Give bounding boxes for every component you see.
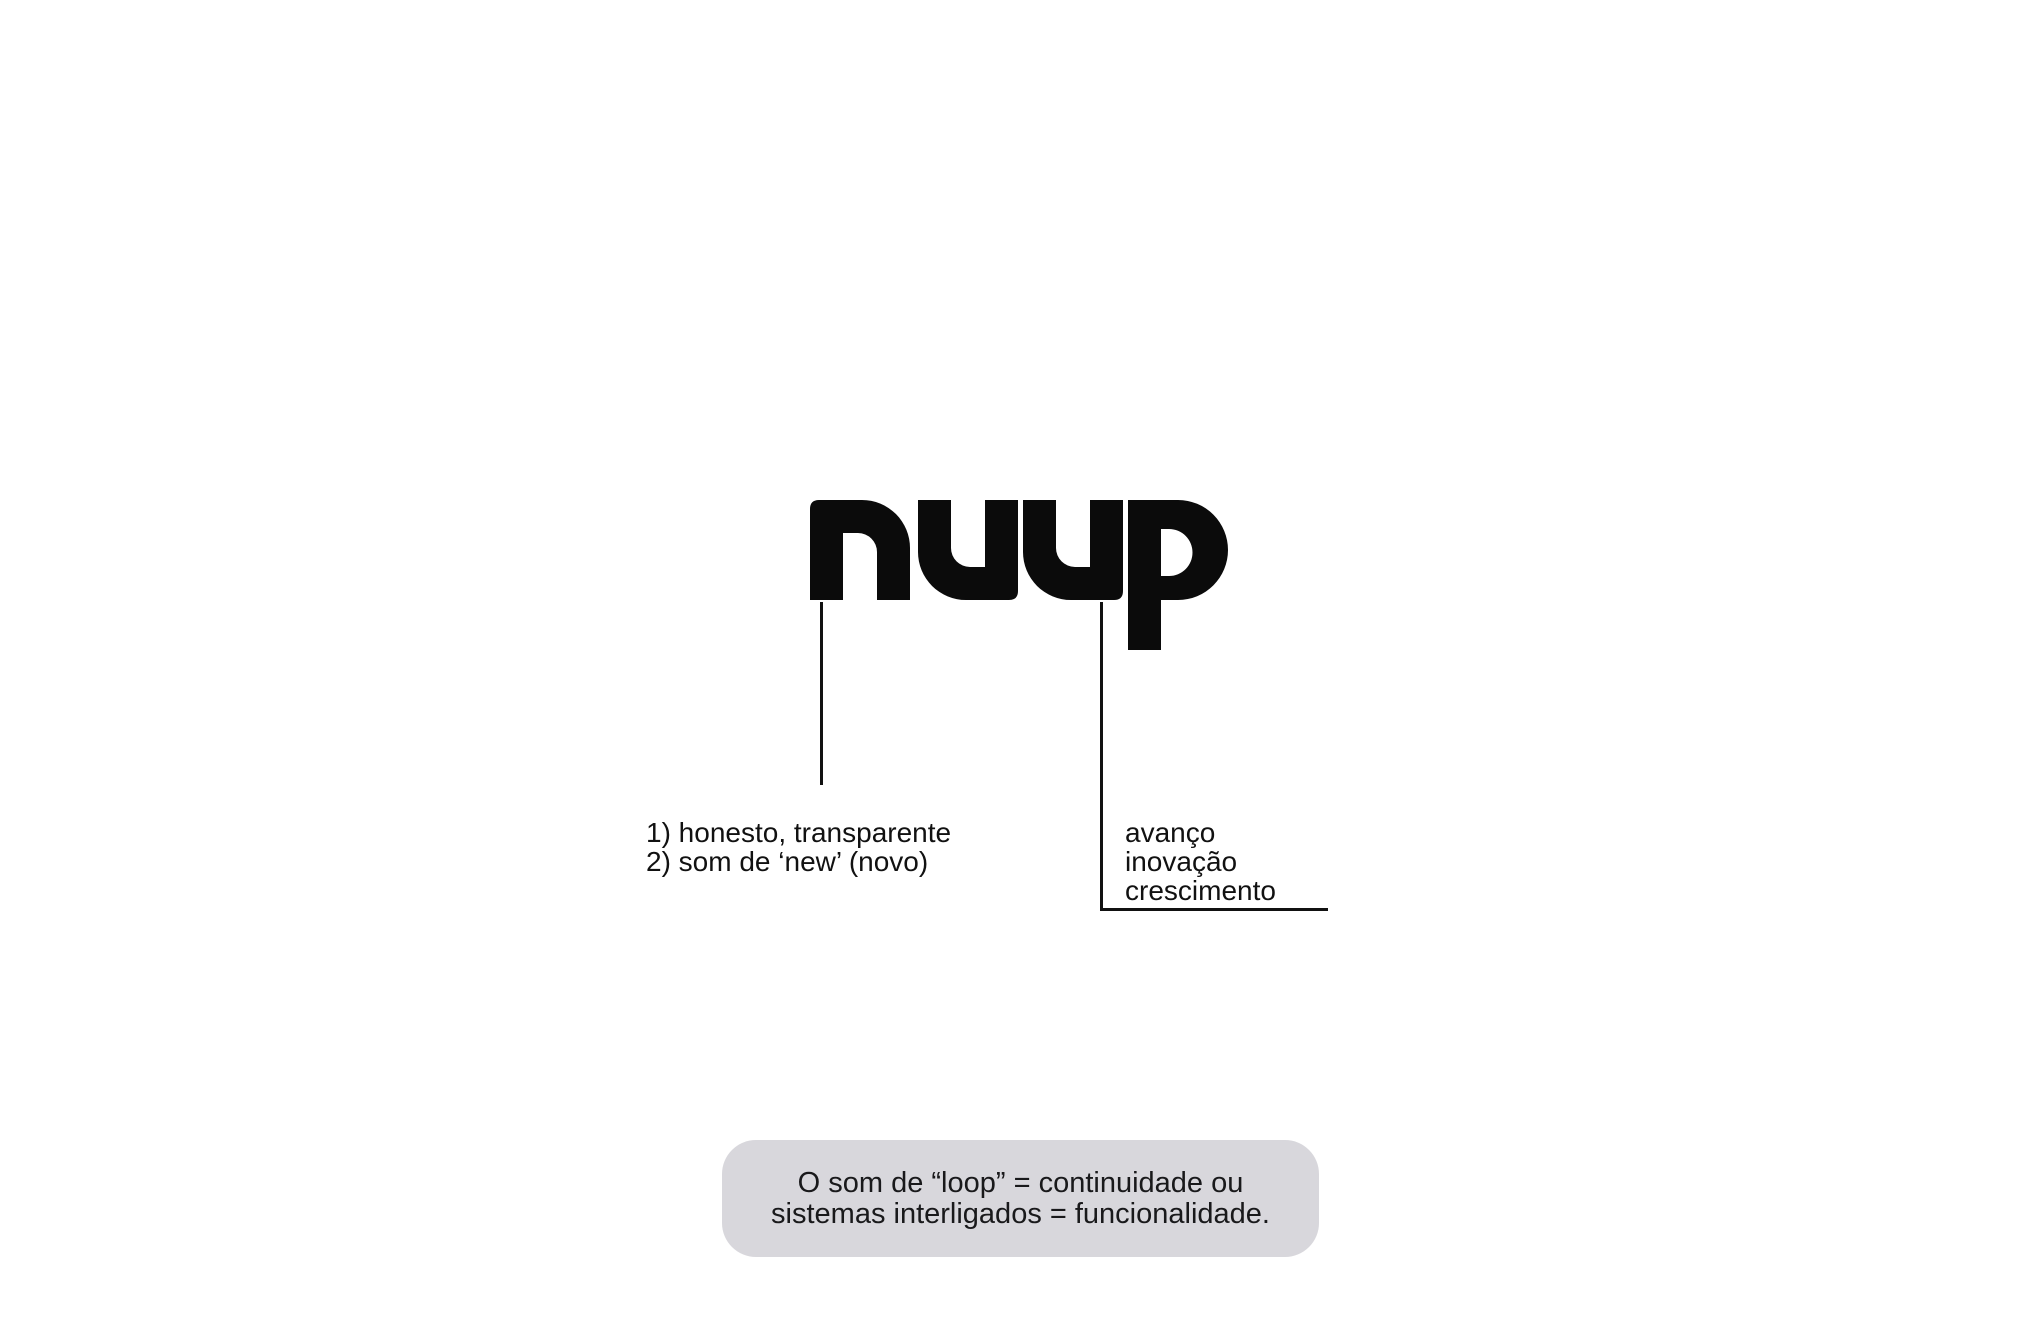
left-annotation-line-2: 2) som de ‘new’ (novo) — [646, 846, 929, 877]
logo-letter-u2 — [1023, 500, 1123, 600]
callout-bubble-line-1: O som de “loop” = continuidade ou — [797, 1166, 1244, 1199]
callout-bubble-line-2: sistemas interligados = funcionalidade. — [771, 1197, 1270, 1230]
callout-bubble — [722, 1140, 1319, 1257]
right-annotation-line-2: inovação — [1125, 846, 1238, 877]
right-annotation-line-3: crescimento — [1125, 875, 1276, 906]
left-annotation — [646, 818, 951, 876]
nuup-wordmark-logo — [810, 500, 1228, 650]
left-annotation-line-1: 1) honesto, transparente — [646, 817, 952, 848]
right-annotation — [1125, 818, 1276, 905]
right-leader-line-horizontal — [1100, 908, 1328, 911]
logo-letter-n — [810, 500, 910, 600]
logo-letter-u1 — [918, 500, 1018, 600]
left-leader-line — [820, 602, 823, 785]
right-leader-line-vertical — [1100, 602, 1103, 911]
right-annotation-line-1: avanço — [1125, 817, 1216, 848]
logo-letter-p — [1128, 500, 1228, 650]
